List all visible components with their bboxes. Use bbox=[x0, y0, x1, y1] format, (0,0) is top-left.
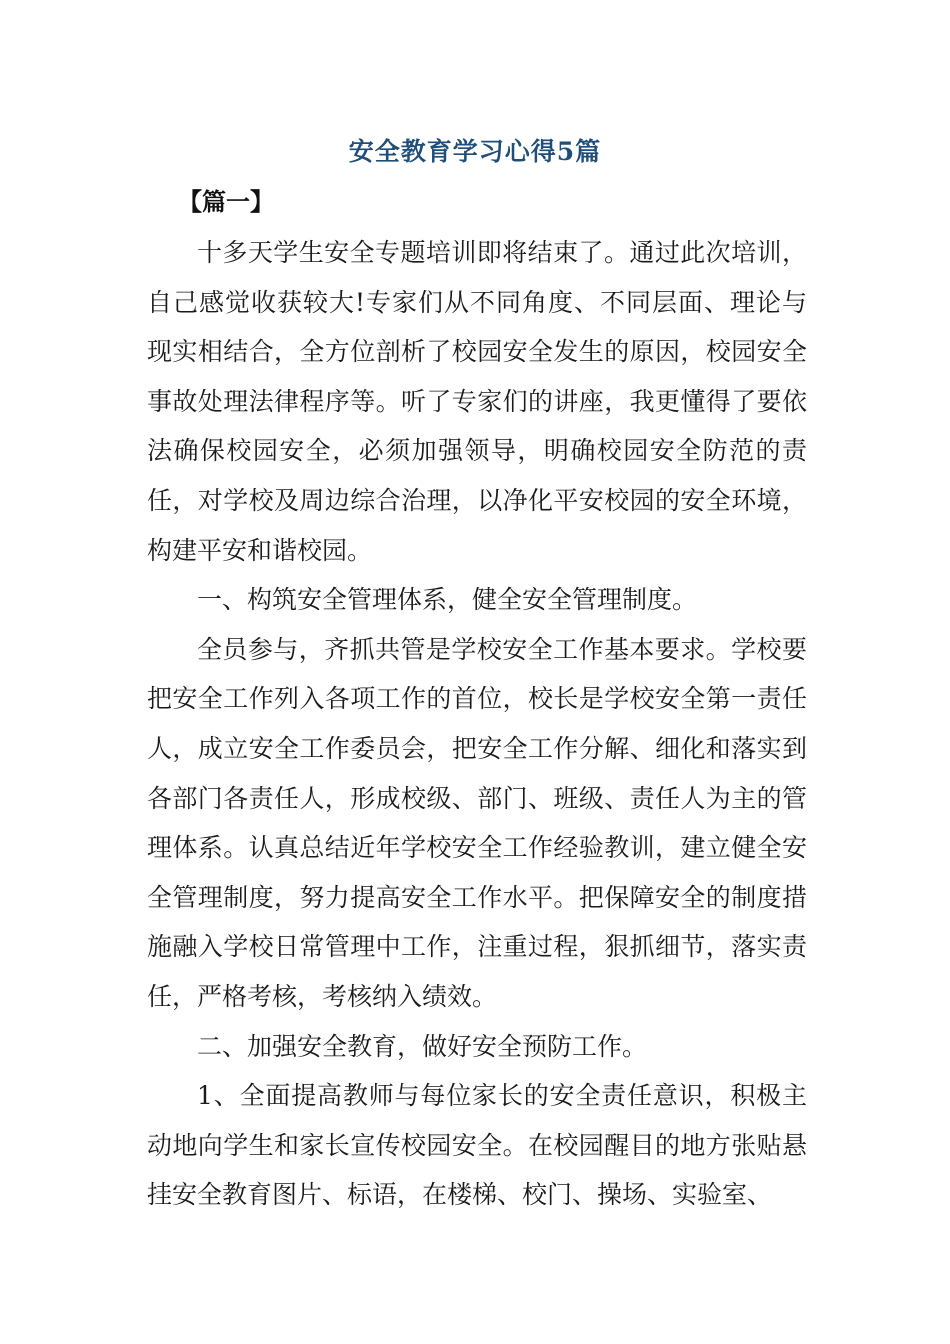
paragraph-heading-2: 二、加强安全教育，做好安全预防工作。 bbox=[197, 1031, 648, 1061]
paragraph-intro: 十多天学生安全专题培训即将结束了。通过此次培训，自己感觉收获较大!专家们从不同角度、不同层面、理论与现实相结合，全方位剖析了校园安全发生的原因，校园安全事故处理法律程序等。听了专家们的讲座，我更懂得了要依法确保校园安全，必须加强领导，明确校园安全防范的责任，对学校及周边综合治理，以净化平安校园的安全环境，构建平安和谐校园。 bbox=[147, 238, 807, 565]
document-body bbox=[147, 228, 807, 1220]
paragraph-education: 1、全面提高教师与每位家长的安全责任意识，积极主动地向学生和家长宣传校园安全。在校园醒目的地方张贴悬挂安全教育图片、标语，在楼梯、校门、操场、实验室、 bbox=[147, 1081, 807, 1210]
section-heading: 【篇一】 bbox=[178, 187, 274, 216]
paragraph-management: 全员参与，齐抓共管是学校安全工作基本要求。学校要把安全工作列入各项工作的首位，校长是学校安全第一责任人，成立安全工作委员会，把安全工作分解、细化和落实到各部门各责任人，形成校级、部门、班级、责任人为主的管理体系。认真总结近年学校安全工作经验教训，建立健全安全管理制度，努力提高安全工作水平。把保障安全的制度措施融入学校日常管理中工作，注重过程，狠抓细节，落实责任，严格考核，考核纳入绩效。 bbox=[147, 634, 807, 1011]
document-title: 安全教育学习心得5篇 bbox=[348, 137, 602, 166]
paragraph-heading-1: 一、构筑安全管理体系，健全安全管理制度。 bbox=[197, 585, 698, 615]
